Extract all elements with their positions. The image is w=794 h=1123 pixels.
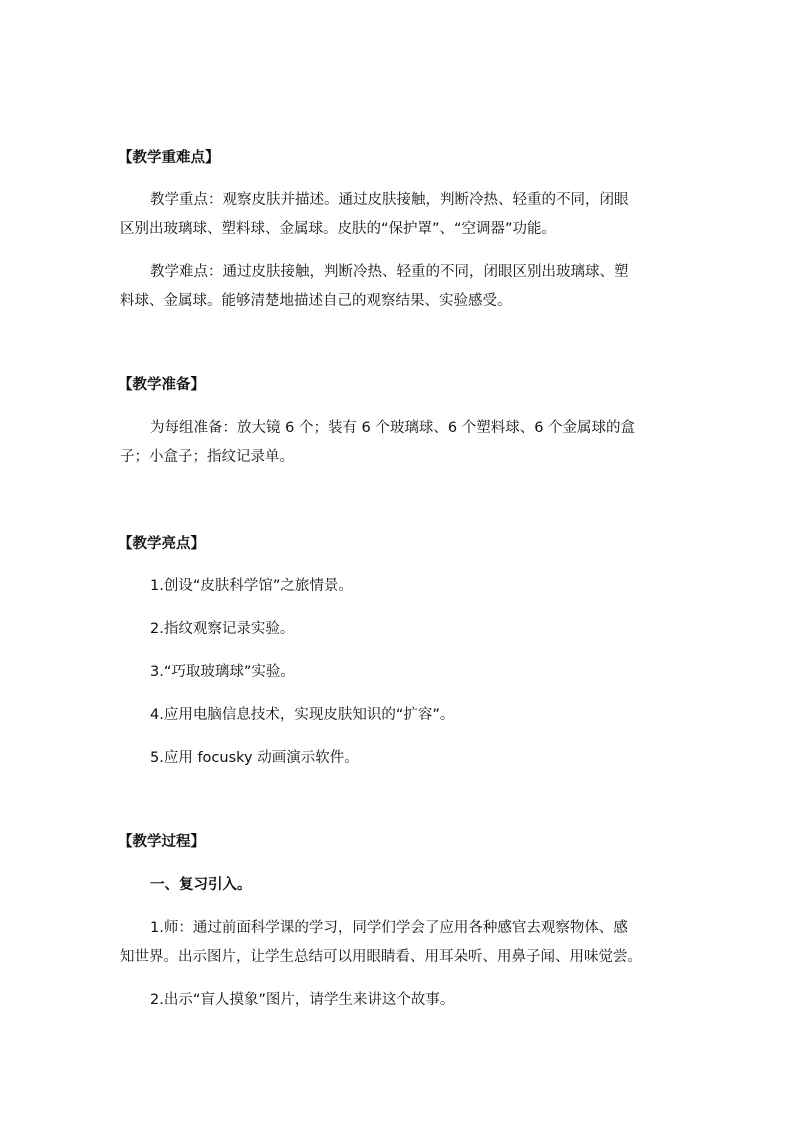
highlight-item: 2.指纹观察记录实验。	[150, 621, 295, 637]
highlight-item: 4.应用电脑信息技术，实现皮肤知识的“扩容”。	[150, 707, 455, 723]
preparation-heading: 【教学准备】	[118, 377, 205, 393]
process-text-line-2: 知世界。出示图片，让学生总结可以用眼睛看、用耳朵听、用鼻子闻、用味觉尝。	[120, 949, 642, 965]
preparation-text-line-1: 为每组准备：放大镜 6 个；装有 6 个玻璃球、6 个塑料球、6 个金属球的盒	[150, 420, 636, 436]
highlights-heading: 【教学亮点】	[118, 536, 205, 552]
focus-text-line-2: 区别出玻璃球、塑料球、金属球。皮肤的“保护罩”、“空调器”功能。	[120, 221, 557, 237]
difficulty-text-line-1: 教学难点：通过皮肤接触，判断冷热、轻重的不同，闭眼区别出玻璃球、塑	[150, 264, 629, 280]
difficulty-text-line-2: 料球、金属球。能够清楚地描述自己的观察结果、实验感受。	[120, 293, 512, 309]
focus-text-line-1: 教学重点：观察皮肤并描述。通过皮肤接触，判断冷热、轻重的不同，闭眼	[150, 192, 629, 208]
highlight-item: 3.“巧取玻璃球”实验。	[150, 664, 295, 680]
process-text-line-1: 1.师：通过前面科学课的学习，同学们学会了应用各种感官去观察物体、感	[150, 920, 628, 936]
preparation-text-line-2: 子；小盒子；指纹记录单。	[120, 449, 294, 465]
process-subheading: 一、复习引入。	[150, 877, 252, 893]
process-text-line-3: 2.出示“盲人摸象”图片，请学生来讲这个故事。	[150, 992, 455, 1008]
difficulty-heading: 【教学重难点】	[118, 150, 220, 166]
highlight-item: 5.应用 focusky 动画演示软件。	[150, 750, 359, 766]
process-heading: 【教学过程】	[118, 834, 205, 850]
highlight-item: 1.创设“皮肤科学馆”之旅情景。	[150, 578, 353, 594]
